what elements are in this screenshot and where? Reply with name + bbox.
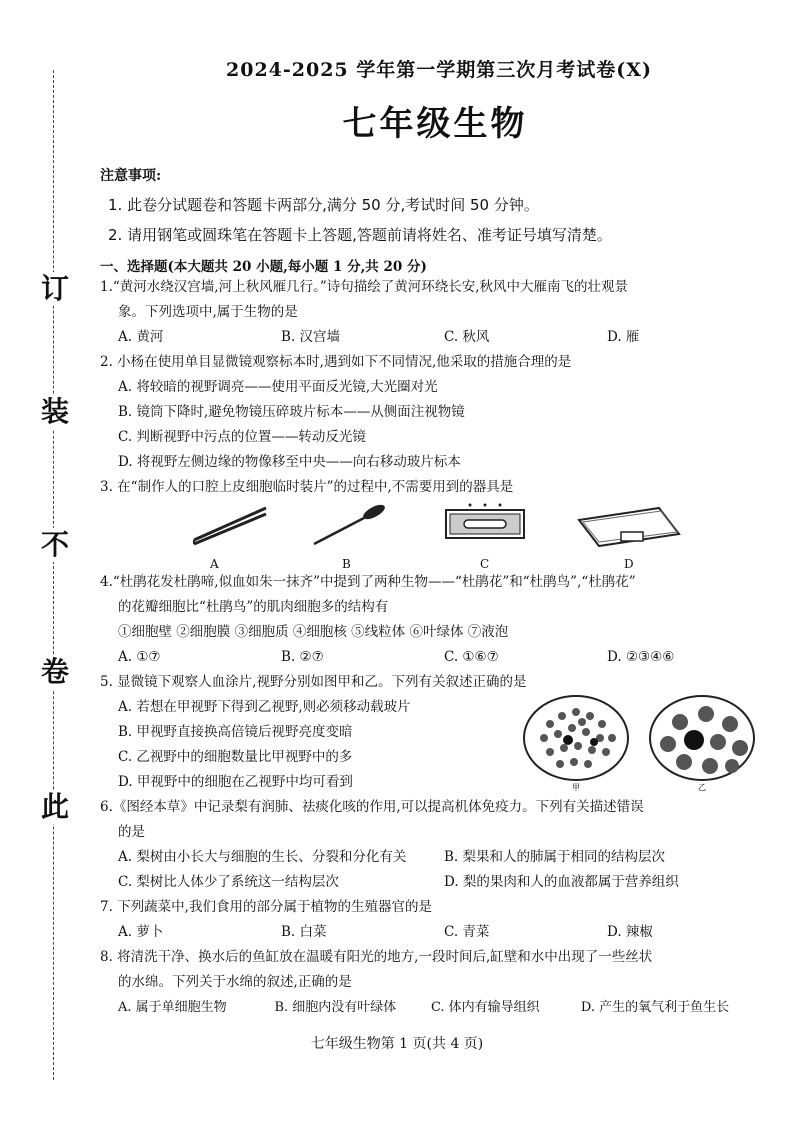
option-a: A. 若想在甲视野下得到乙视野,则必须移动载玻片 (118, 699, 411, 715)
binding-line (53, 70, 54, 1080)
question-stem: 1.“黄河水绕汉宫墙,河上秋风雁几行。”诗句描绘了黄河环绕长安,秋风中大雁南飞的壮观景 (100, 279, 629, 295)
structure-list: ①细胞壁 ②细胞膜 ③细胞质 ④细胞核 ⑤线粒体 ⑥叶绿体 ⑦液泡 (118, 624, 509, 640)
page-footer: 七年级生物第 1 页(共 4 页) (310, 1036, 484, 1052)
option-d: D. 雁 (607, 329, 640, 345)
question-stem: 的是 (118, 824, 145, 840)
image-label: A (210, 557, 219, 571)
option-c: C. 体内有输导组织 (430, 1000, 540, 1015)
option-b: B. 细胞内没有叶绿体 (274, 1000, 397, 1015)
image-label-yi: 乙 (698, 783, 706, 792)
option-d: D. 甲视野中的细胞在乙视野中均可看到 (118, 774, 353, 790)
question-1 (100, 275, 770, 350)
option-a: A. 属于单细胞生物 (118, 1000, 227, 1015)
question-6 (100, 795, 770, 895)
option-d: D. 梨的果肉和人的血液都属于营养组织 (444, 874, 679, 890)
binding-char: 卷 (38, 655, 72, 689)
option-b: B. 梨果和人的肺属于相同的结构层次 (444, 849, 666, 865)
question-3 (100, 475, 770, 570)
image-label: B (342, 557, 351, 571)
option-b: B. 镜筒下降时,避免物镜压碎玻片标本——从侧面注视物镜 (118, 404, 465, 420)
question-stem: 5. 显微镜下观察人血涂片,视野分别如图甲和乙。下列有关叙述正确的是 (100, 674, 527, 690)
option-d: D. 将视野左侧边缘的物像移至中央——向右移动玻片标本 (118, 454, 461, 470)
question-stem: 3. 在“制作人的口腔上皮细胞临时装片”的过程中,不需要用到的器具是 (100, 479, 514, 495)
question-stem: 的水绵。下列关于水绵的叙述,正确的是 (118, 974, 352, 990)
option-b: B. ②⑦ (281, 649, 324, 665)
option-b: B. 白菜 (281, 924, 327, 940)
option-b: B. 甲视野直接换高倍镜后视野亮度变暗 (118, 724, 353, 740)
option-b: B. 汉宫墙 (281, 329, 341, 345)
glass-slide-icon (575, 500, 685, 550)
binding-char: 此 (38, 790, 72, 824)
tweezers-icon (190, 500, 270, 550)
question-5 (100, 670, 770, 795)
option-c: C. 青菜 (444, 924, 490, 940)
question-stem: 8. 将清洗干净、换水后的鱼缸放在温暖有阳光的地方,一段时间后,缸壁和水中出现了一些丝状 (100, 949, 653, 965)
option-a: A. ①⑦ (118, 649, 161, 665)
notes-heading: 注意事项: (100, 168, 162, 184)
image-label: D (624, 557, 634, 571)
question-stem: 4.“杜鹃花发杜鹃啼,似血如朱一抹齐”中提到了两种生物——“杜鹃花”和“杜鹃鸟”,“杜鹃花” (100, 574, 636, 590)
option-c: C. 乙视野中的细胞数量比甲视野中的多 (118, 749, 353, 765)
blood-smear-images (520, 694, 760, 792)
option-c: C. 梨树比人体少了系统这一结构层次 (118, 874, 339, 890)
option-c: C. ①⑥⑦ (444, 649, 499, 665)
instrument-images (100, 500, 770, 570)
question-stem: 的花瓣细胞比“杜鹃鸟”的肌肉细胞多的结构有 (118, 599, 389, 615)
question-stem: 象。下列选项中,属于生物的是 (118, 304, 298, 320)
question-stem: 6.《图经本草》中记录梨有润肺、祛痰化咳的作用,可以提高机体免疫力。下列有关描述错误 (100, 799, 644, 815)
binding-char: 订 (38, 272, 72, 306)
binding-char: 不 (38, 528, 72, 562)
dropper-icon (310, 500, 390, 550)
exam-page (100, 55, 770, 1020)
image-label: C (480, 557, 490, 571)
option-d: D. 辣椒 (607, 924, 653, 940)
exam-title: 2024-2025 学年第一学期第三次月考试卷(X) (226, 59, 652, 81)
option-c: C. 判断视野中污点的位置——转动反光镜 (118, 429, 366, 445)
razor-blade-icon (440, 500, 530, 550)
option-a: A. 黄河 (118, 329, 164, 345)
option-a: A. 梨树由小长大与细胞的生长、分裂和分化有关 (118, 849, 407, 865)
question-4 (100, 570, 770, 670)
subject-title: 七年级生物 (342, 104, 528, 144)
binding-char: 装 (38, 395, 72, 429)
option-d: D. 产生的氧气利于鱼生长 (580, 1000, 730, 1015)
note-item: 1. 此卷分试题卷和答题卡两部分,满分 50 分,考试时间 50 分钟。 (108, 196, 539, 214)
question-8 (100, 945, 770, 1020)
option-c: C. 秋风 (444, 329, 490, 345)
option-d: D. ②③④⑥ (607, 649, 675, 665)
question-7 (100, 895, 770, 945)
option-a: A. 将较暗的视野调亮——使用平面反光镜,大光圈对光 (118, 379, 438, 395)
note-item: 2. 请用钢笔或圆珠笔在答题卡上答题,答题前请将姓名、准考证号填写清楚。 (108, 226, 612, 244)
image-label-jia: 甲 (572, 783, 580, 792)
question-2 (100, 350, 770, 475)
section-heading: 一、选择题(本大题共 20 小题,每小题 1 分,共 20 分) (100, 259, 427, 275)
question-stem: 2. 小杨在使用单目显微镜观察标本时,遇到如下不同情况,他采取的措施合理的是 (100, 354, 572, 370)
question-stem: 7. 下列蔬菜中,我们食用的部分属于植物的生殖器官的是 (100, 899, 432, 915)
option-a: A. 萝卜 (118, 924, 164, 940)
